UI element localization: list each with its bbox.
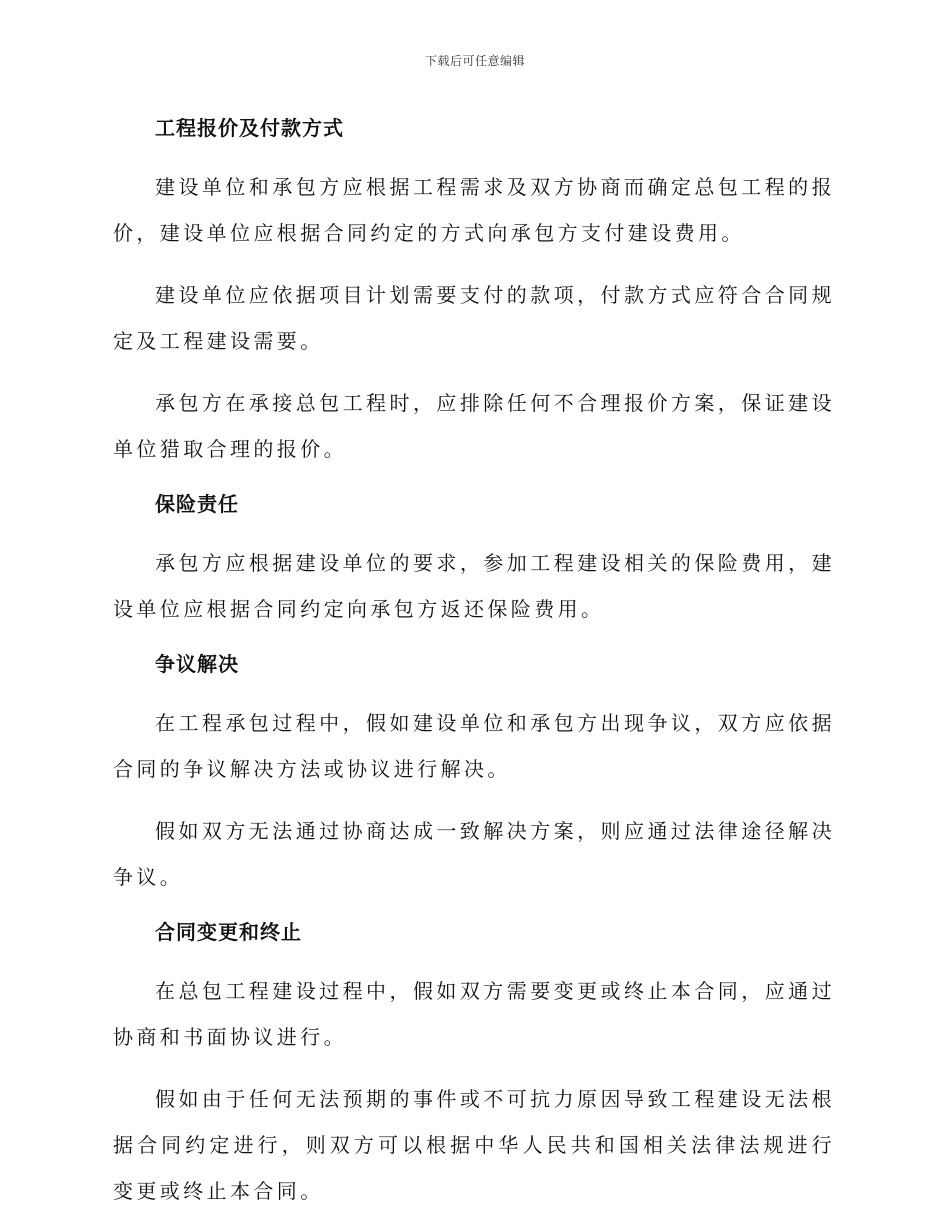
paragraph: 假如由于任何无法预期的事件或不可抗力原因导致工程建设无法根据合同约定进行，则双方可以根据中华人民共和国相关法律法规进行变更或终止本合同。 [113,1087,835,1203]
paragraph: 在总包工程建设过程中，假如双方需要变更或终止本合同，应通过协商和书面协议进行。 [113,979,835,1049]
section-contract-change-termination [113,916,835,1214]
page-header: 下载后可任意编辑 [424,54,525,68]
section-heading: 工程报价及付款方式 [155,116,344,140]
paragraph: 假如双方无法通过协商达成一致解决方案，则应通过法律途径解决争议。 [113,819,835,889]
section-heading: 争议解决 [155,652,239,676]
section-insurance [113,488,835,632]
section-heading: 保险责任 [155,492,239,516]
paragraph: 建设单位和承包方应根据工程需求及双方协商而确定总包工程的报价，建设单位应根据合同约定的方式向承包方支付建设费用。 [113,175,835,245]
section-pricing-payment [113,112,835,472]
paragraph: 承包方在承接总包工程时，应排除任何不合理报价方案，保证建设单位猎取合理的报价。 [113,391,835,461]
section-dispute-resolution [113,648,835,900]
paragraph: 建设单位应依据项目计划需要支付的款项，付款方式应符合合同规定及工程建设需要。 [113,283,835,353]
section-heading: 合同变更和终止 [155,920,302,944]
document-body [113,112,835,1230]
paragraph: 在工程承包过程中，假如建设单位和承包方出现争议，双方应依据合同的争议解决方法或协议进行解决。 [113,711,835,781]
paragraph: 承包方应根据建设单位的要求，参加工程建设相关的保险费用，建设单位应根据合同约定向承包方返还保险费用。 [113,551,835,621]
